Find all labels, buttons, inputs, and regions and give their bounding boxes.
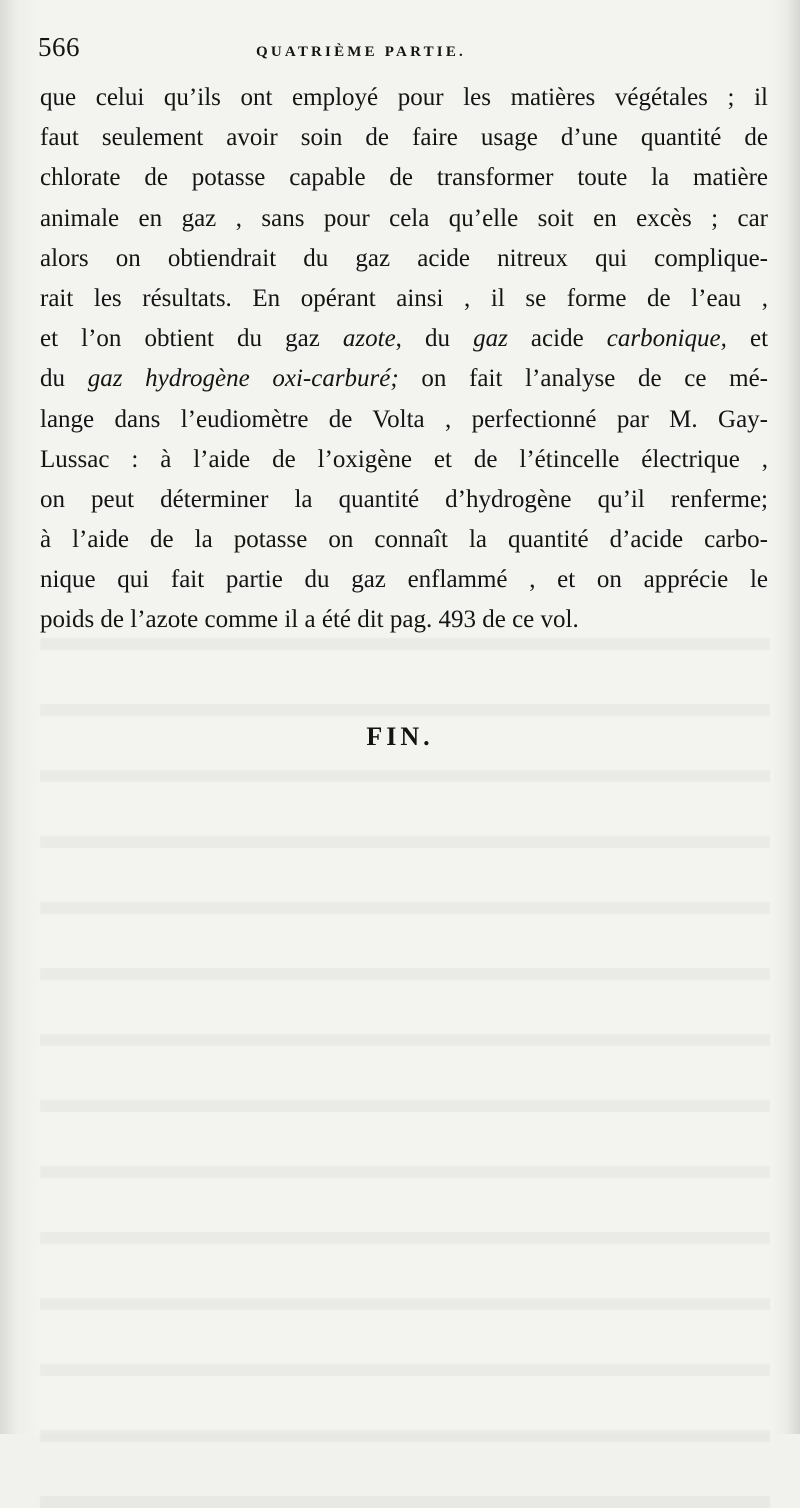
reverse-page-bleed-through [40,600,770,1360]
italic-term-gaz: gaz [473,325,508,353]
text-run: on fait l’analyse de ce mé- [398,365,769,393]
text-line-3: chlorate de potasse capable de transformer toute la matière [40,164,768,192]
text-line-1: que celui qu’ils ont employé pour les matières végétales ; il [40,84,768,111]
text-line-8 [40,359,768,399]
text-run: et [726,325,769,353]
text-line-13: nique qui fait partie du gaz enflammé , et on apprécie le [40,566,768,594]
page-number: 566 [38,32,80,62]
text-line-9: lange dans l’eudiomètre de Volta , perfectionné par M. Gay- [40,405,768,433]
text-run: , du [395,325,474,353]
italic-term-azote: azote [342,325,396,353]
running-head: QUATRIÈME PARTIE. [256,44,466,60]
page-header [38,32,758,72]
text-line-14: poids de l’azote comme il a été dit pag. 493 de ce vol. [40,606,579,634]
italic-term-carbonique: carbonique, [606,325,727,353]
text-line-5: alors on obtiendrait du gaz acide nitreux qui complique- [40,244,768,272]
text-run: acide [507,325,607,353]
body-text [40,78,768,641]
text-line-4: animale en gaz , sans pour cela qu’elle soit en excès ; car [40,204,768,232]
text-line-7 [40,319,768,359]
text-line-6: rait les résultats. En opérant ainsi , il se forme de l’eau , [40,284,768,312]
end-mark: FIN. [366,722,434,751]
text-line-2: faut seulement avoir soin de faire usage d’une quantité de [40,124,768,152]
text-run: et l’on obtient du gaz [40,325,343,353]
italic-term-hydrogene: gaz hydrogène oxi-carburé; [87,365,399,393]
text-run: du [40,365,88,393]
text-line-12: à l’aide de la potasse on connaît la quantité d’acide carbo- [40,526,768,554]
text-line-10: Lussac : à l’aide de l’oxigène et de l’étincelle électrique , [40,445,768,473]
text-line-11: on peut déterminer la quantité d’hydrogène qu’il renferme; [40,485,768,513]
